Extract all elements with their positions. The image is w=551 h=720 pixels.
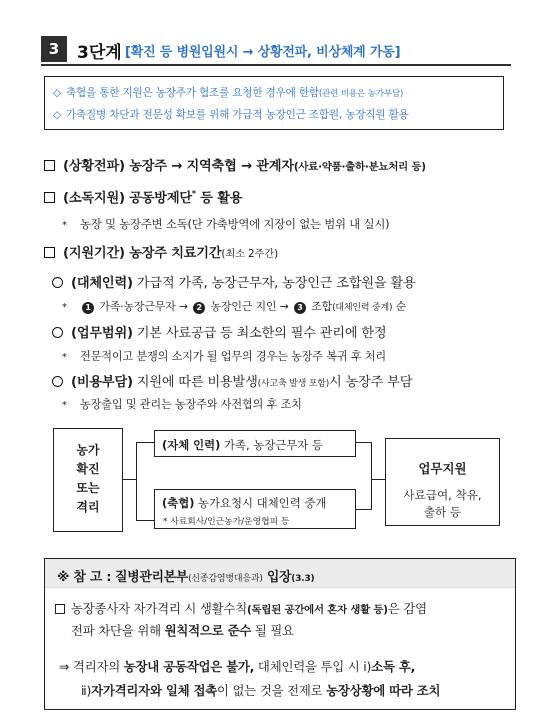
ref-p2-bold-2: 소독 후, [371,659,416,674]
diamond-icon: ◇ [53,87,61,99]
circle-bullet-icon [52,327,63,338]
work-support-title: 업무지원 [418,461,467,476]
sub-label: (비용부담) [71,375,133,390]
item-note: (사료·약품·출하·분뇨처리 등) [293,161,426,173]
notice-row-2-text: 가축질병 차단과 전문성 확보를 위해 가급적 농장인근 조합원, 농장직원 활용 [65,109,409,121]
ref-p1-text-d: 될 필요 [251,623,294,638]
star-note: (대체인력 중계) [332,303,393,313]
diamond-icon: ◇ [53,109,61,121]
item-2-star-note [62,216,389,232]
implies-arrow-icon: ⇒ [59,659,70,674]
own-staff-text [162,437,323,453]
coop-label: (축협) [162,496,195,510]
star-text: 전문적이고 분쟁의 소지가 될 업무의 경우는 농장주 복귀 후 처리 [80,350,386,363]
connector-line [371,479,385,480]
circle-bullet-icon [52,277,63,288]
star-text-b: 농장인근 지인 → [210,300,289,313]
reference-date: (3.3) [291,574,315,584]
item-situation-broadcast [44,155,426,174]
checkbox-icon [44,160,55,171]
circle-bullet-icon [52,376,63,387]
star-text: 농장출입 및 관리는 농장주와 사전협의 후 조치 [80,398,302,411]
sub-label: (대체인력) [71,276,133,291]
sub-2-star-note [62,348,386,364]
reference-para-2-line-1 [59,657,415,675]
reference-para-1-line-1 [55,599,427,617]
diagram-left-line-1: 농가 [76,443,100,457]
star-text: 농장 및 농장주변 소독(단 가축방역에 지장이 없는 범위 내 실시) [80,217,390,231]
diagram-own-staff-box [154,430,356,457]
footnote-mark: * [191,189,196,198]
own-staff-label: (자체 인력) [162,438,221,452]
coop-note: * 사료회사/인근농가/운영협피 등 [163,517,290,527]
connector-line [356,509,371,510]
diagram-left-line-4: 격리 [76,500,100,514]
ref-p1-text-b: 은 감염 [387,601,427,616]
reference-source-note: (신종감염병대응과) [188,574,263,584]
ref-p1-text-a: 농장종사자 자가격리 시 생활수칙 [71,601,247,616]
notice-box [44,76,504,130]
ref-p2-text-b: 대체인력을 투입 시 ⅰ) [254,659,372,674]
star-mark: * [62,400,67,411]
star-mark: * [62,302,67,313]
coop-text [162,495,326,511]
reference-header [57,566,314,585]
reference-mark: ※ 참 고 : [57,570,112,585]
diagram-coop-box [154,489,356,529]
diagram-work-support-box [385,438,500,526]
notice-row-1-text: 축협을 통한 지원은 농장주가 협조를 요청한 경우에 한함 [65,87,319,99]
section-header [41,36,511,66]
connector-line [136,442,154,443]
connector-line [136,520,154,521]
step-number-badge: 3 [41,36,67,62]
ref-p2-text-c: ⅱ) [81,683,92,698]
number-3-icon: 3 [294,302,306,314]
sub-label: (업무범위) [71,326,133,341]
step-subtitle: [확진 등 병원입원시 → 상황전파, 비상체계 가동] [125,45,401,60]
star-mark: * [62,352,67,363]
checkbox-icon [44,192,55,203]
sub-cost-burden [52,371,412,390]
sub-replacement-workforce [52,272,416,291]
square-bullet-icon [55,604,65,614]
diagram-left-line-3: 또는 [76,481,100,495]
reference-box [44,558,516,710]
star-text-a: 가족·농장근무자 → [99,300,188,313]
sub-work-scope [52,322,386,341]
star-text-end: 순 [392,300,407,313]
reference-position: 입장 [262,570,292,585]
sub-text-b: 시 농장주 부담 [329,375,413,390]
sub-note: (사고축 발생 포함) [257,379,330,389]
item-text: (상황전파) 농장주 → 지역축협 → 관계자 [63,159,294,174]
reference-source: 질병관리본부 [115,570,189,585]
star-mark: * [62,220,67,231]
sub-text: 기본 사료공급 등 최소한의 필수 관리에 한정 [132,326,387,341]
star-text-c: 조합 [311,300,333,313]
work-support-line-2: 출하 등 [423,505,462,519]
item-note: (최소 2주간) [221,248,278,260]
reference-para-2-line-2 [81,681,440,699]
item-text-end: 등 활용 [195,191,243,206]
diagram-left-line-2: 확진 [76,462,100,476]
reference-para-1-line-2 [71,621,294,639]
diagram-farm-status-box [53,428,123,532]
item-text: (소독지원) 공동방제단 [63,191,192,206]
number-1-icon: 1 [82,302,94,314]
ref-p1-note: (독립된 공간에서 혼자 생활 등) [247,604,388,616]
connector-line [371,442,372,510]
item-support-period [44,242,278,261]
ref-p1-text-c: 전파 차단을 위해 [71,623,165,638]
notice-row-1-note: (관련 비용은 농가부담) [318,89,404,99]
item-text: (지원기간) 농장주 치료기간 [63,246,222,261]
ref-p2-bold-3: 자가격리자와 일체 접촉 [91,683,218,698]
own-staff-desc: 가족, 농장근무자 등 [220,438,323,452]
connector-line [123,479,136,480]
checkbox-icon [44,247,55,258]
notice-row-1 [53,85,403,100]
connector-line [356,442,371,443]
work-support-line-1: 사료급여, 착유, [403,488,482,502]
ref-p2-text-d: 이 없는 것을 전제로 [217,683,327,698]
header-divider [41,64,511,66]
ref-p2-bold-1: 농장내 공동작업은 불가, [123,659,255,674]
ref-p2-text-a: 격리자의 [69,659,124,674]
sub-3-star-note [62,396,302,412]
sub-1-star-note [62,298,406,314]
notice-row-2 [53,107,409,122]
sub-text-a: 지원에 따른 비용발생 [132,375,258,390]
ref-p2-bold-4: 농장상황에 따라 조치 [326,683,441,698]
coop-desc: 농가요청시 대체인력 중개 [194,496,327,510]
item-disinfection-support [44,187,242,206]
step-label: 3단계 [77,43,122,63]
connector-line [136,442,137,520]
sub-text: 가급적 가족, 농장근무자, 농장인근 조합원을 활용 [132,276,416,291]
ref-p1-bold: 원칙적으로 준수 [164,623,252,638]
number-2-icon: 2 [193,302,205,314]
